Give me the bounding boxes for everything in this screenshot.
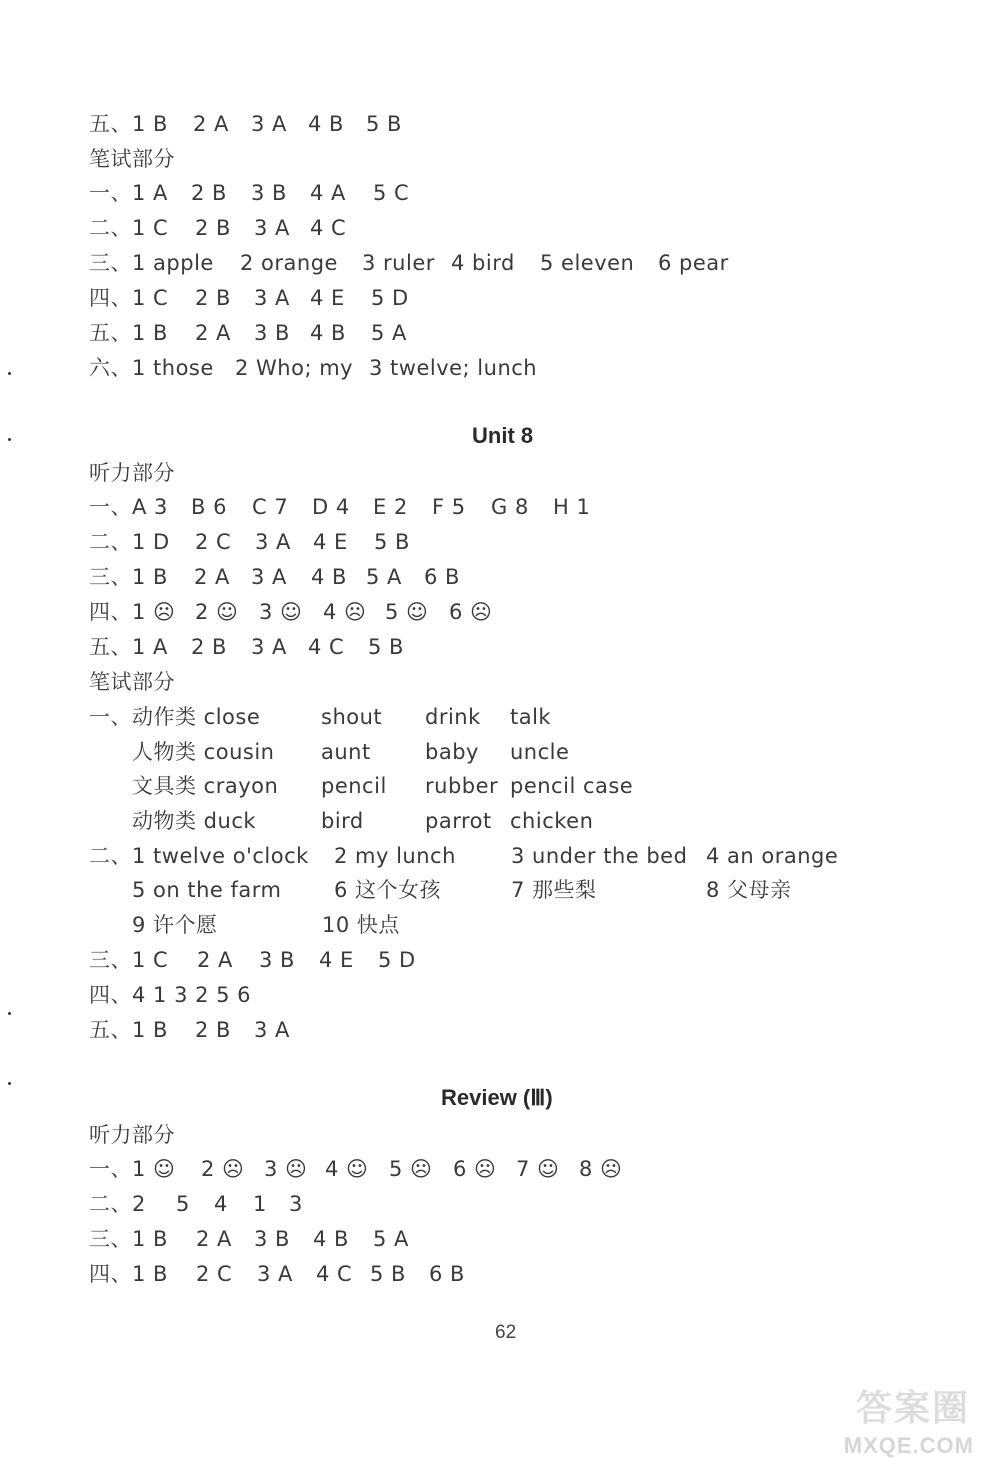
- scan-dot: [8, 438, 11, 441]
- scan-dot: [8, 372, 11, 375]
- watermark-logo-text: 答案圈: [855, 1388, 970, 1429]
- page-number: 62: [495, 1322, 517, 1343]
- scan-dot: [8, 1082, 11, 1085]
- scan-dot: [8, 1012, 11, 1015]
- watermark-site: MXQE.COM: [843, 1433, 974, 1458]
- answer-page: 五、1 B 2 A 3 A 4 B 5 B 笔试部分 一、1 A 2 B 3 B 4 A 5 C 二、1 C 2 B 3 A 4 C 三、1 apple 2 orange 3 ruler 4 bird 5 eleven 6 pear 四、1 C 2 B 3 A 4 E 5 D 五、1 B 2 A 3 B 4 B 5 A 六、1 those 2 Who; my 3 twelve; lunch Unit 8 听力部分 一、A 3 B 6 C 7 D 4 E 2 F 5 G 8 H 1 二、1 D 2 C 3 A 4 E 5 B 三、1 B 2 A 3 A 4 B 5 A 6 B 四、1 ☹ 2 ☺ 3 ☺ 4 ☹ 5 ☺ 6 ☹ 五、1 A 2 B 3 A 4 C 5 B 笔试部分 一、动作类 close shout drink talk 人物类 cousin aunt baby uncle 文具类 crayon pencil rubber pencil case 动物类 duck bird parrot chicken 二、1 twelve o'clock 2 my lunch 3 under the bed 4 an orange 5 on the farm 6 这个女孩 7 那些梨 8 父母亲 9 许个愿 10 快点 三、1 C 2 A 3 B 4 E 5 D 四、4 1 3 2 5 6 五、1 B 2 B 3 A Review (Ⅲ) 听力部分 一、1 ☺ 2 ☹ 3 ☹ 4 ☺ 5 ☹ 6 ☹ 7 ☺ 8 ☹ 二、2 5 4 1 3 三、1 B 2 A 3 B 4 B 5 A 四、1 B 2 C 3 A 4 C 5 B 6 B 62 答案圈 MXQE.COM: [0, 0, 1000, 1471]
- review-heading: Review (Ⅲ): [441, 1085, 553, 1110]
- watermark-logo: [822, 1385, 992, 1467]
- unit-heading: Unit 8: [472, 423, 534, 448]
